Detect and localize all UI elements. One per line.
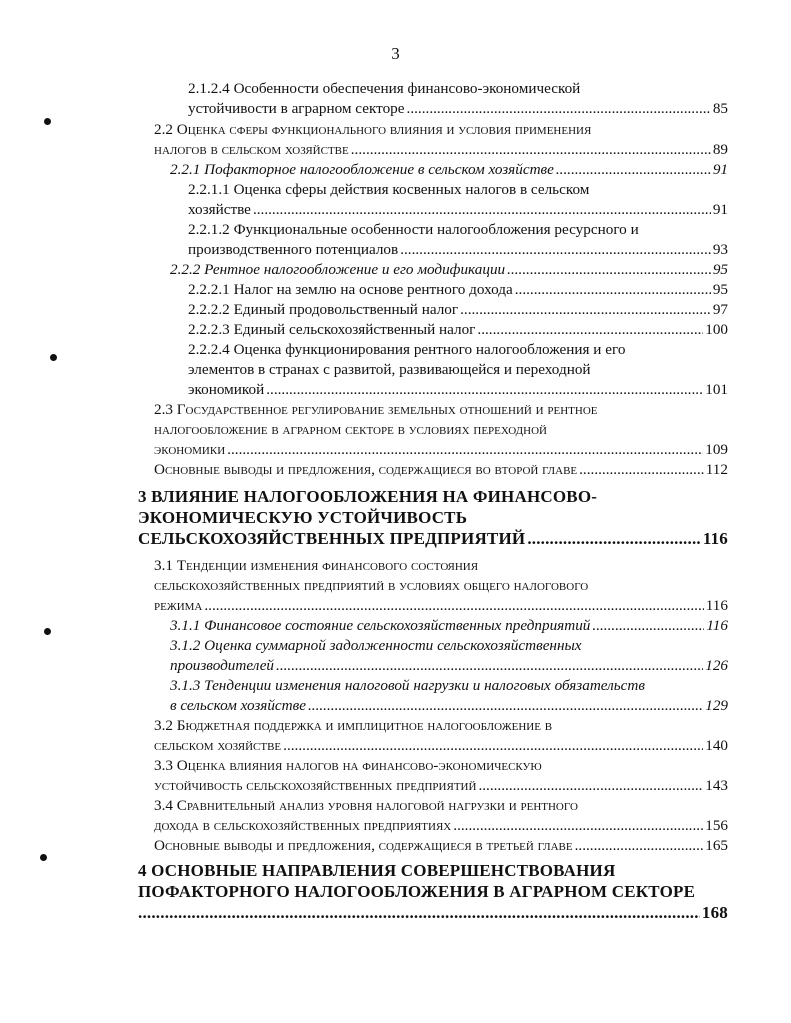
dot-leader [227, 440, 703, 459]
toc-chapter-3[interactable] [138, 528, 728, 549]
dot-leader [515, 280, 711, 299]
dot-leader [308, 696, 703, 715]
toc-entry-text: хозяйстве [188, 201, 251, 218]
toc-entry-text: дохода в сельскохозяйственных предприятиях [154, 817, 452, 834]
toc-page-number: 140 [705, 737, 728, 754]
toc-entry-2224-line2: элементов в странах с развитой, развивающейся и переходной [188, 361, 591, 378]
toc-section-31[interactable] [154, 596, 728, 615]
toc-page-number: 165 [705, 837, 728, 854]
toc-entry-text: 2.2.2.2 Единый продовольственный налог [188, 301, 459, 318]
dot-leader [478, 776, 703, 795]
toc-entry-text: 2.2.1 Пофакторное налогообложение в сельском хозяйстве [170, 161, 554, 178]
toc-page-number: 109 [705, 441, 728, 458]
toc-entry-text: экономики [154, 441, 226, 458]
toc-entry-2212[interactable] [188, 240, 728, 259]
toc-entry-2124[interactable] [188, 99, 728, 118]
toc-page-number: 85 [712, 100, 728, 117]
toc-section-33[interactable] [154, 776, 728, 795]
dot-leader [460, 300, 711, 319]
toc-subsection-311[interactable] [170, 616, 728, 635]
toc-section-23[interactable] [154, 440, 728, 459]
toc-page-number: 91 [712, 161, 728, 178]
dot-leader [283, 736, 703, 755]
toc-page-number: 116 [702, 529, 728, 548]
toc-page-number: 89 [712, 141, 728, 158]
toc-page-number: 91 [712, 201, 728, 218]
toc-chapter-4[interactable] [138, 902, 728, 923]
toc-section-22-line1: 2.2 Оценка сферы функционального влияния и условия применения [154, 121, 592, 138]
toc-page-number: 93 [712, 241, 728, 258]
toc-entry-text: производителей [170, 657, 275, 674]
toc-section-22[interactable] [154, 140, 728, 159]
dot-leader [527, 528, 701, 549]
toc-page-number: 112 [705, 461, 728, 478]
dot-leader [204, 596, 703, 615]
toc-subsection-312-line1: 3.1.2 Оценка суммарной задолженности сельскохозяйственных [170, 637, 582, 654]
toc-subsection-222[interactable] [170, 260, 728, 279]
toc-entry-text: 3.1.1 Финансовое состояние сельскохозяйственных предприятий [170, 617, 591, 634]
toc-page-number: 168 [701, 903, 728, 922]
toc-subsection-221[interactable] [170, 160, 728, 179]
binding-hole-mark [50, 354, 57, 361]
toc-entry-text: производственного потенциалов [188, 241, 399, 258]
toc-entry-2212-line1: 2.2.1.2 Функциональные особенности налогообложения ресурсного и [188, 221, 639, 238]
toc-entry-2221[interactable] [188, 280, 728, 299]
toc-entry-2224[interactable] [188, 380, 728, 399]
dot-leader [276, 656, 703, 675]
toc-page-number: 100 [705, 321, 728, 338]
binding-hole-mark [44, 628, 51, 635]
toc-chapter-3-line2: ЭКОНОМИЧЕСКУЮ УСТОЙЧИВОСТЬ [138, 508, 468, 527]
toc-entry-text: 2.2.2.1 Налог на землю на основе рентного дохода [188, 281, 513, 298]
toc-section-23-line1: 2.3 Государственное регулирование земельных отношений и рентное [154, 401, 598, 418]
toc-entry-text: налогов в сельском хозяйстве [154, 141, 349, 158]
toc-subsection-313-line1: 3.1.3 Тенденции изменения налоговой нагрузки и налоговых обязательств [170, 677, 645, 694]
toc-entry-text: режима [154, 597, 203, 614]
toc-entry-text: Основные выводы и предложения, содержащиеся во второй главе [154, 461, 578, 478]
toc-chapter-4-line1: 4 ОСНОВНЫЕ НАПРАВЛЕНИЯ СОВЕРШЕНСТВОВАНИЯ [138, 861, 616, 880]
toc-section-34-line1: 3.4 Сравнительный анализ уровня налоговой нагрузки и рентного [154, 797, 578, 814]
toc-entry-text: устойчивости в аграрном секторе [188, 100, 405, 117]
toc-entry-2222[interactable] [188, 300, 728, 319]
toc-entry-text: сельском хозяйстве [154, 737, 282, 754]
toc-entry-2211[interactable] [188, 200, 728, 219]
toc-entry-2211-line1: 2.2.1.1 Оценка сферы действия косвенных налогов в сельском [188, 181, 590, 198]
dot-leader [477, 320, 703, 339]
binding-hole-mark [44, 118, 51, 125]
dot-leader [138, 902, 700, 923]
toc-section-33-line1: 3.3 Оценка влияния налогов на финансово-экономическую [154, 757, 542, 774]
toc-entry-text: экономикой [188, 381, 265, 398]
toc-section-31-line1: 3.1 Тенденции изменения финансового состояния [154, 557, 479, 574]
binding-hole-mark [40, 854, 47, 861]
toc-entry-text: СЕЛЬСКОХОЗЯЙСТВЕННЫХ ПРЕДПРИЯТИЙ [138, 529, 526, 548]
toc-chapter-3-line1: 3 ВЛИЯНИЕ НАЛОГООБЛОЖЕНИЯ НА ФИНАНСОВО- [138, 487, 598, 506]
toc-page-number: 101 [705, 381, 728, 398]
dot-leader [556, 160, 711, 179]
toc-section-34[interactable] [154, 816, 728, 835]
dot-leader [579, 460, 704, 479]
toc-page-number: 156 [705, 817, 728, 834]
toc-entry-2124-line1: 2.1.2.4 Особенности обеспечения финансово-экономической [188, 80, 581, 97]
toc-entry-text: в сельском хозяйстве [170, 697, 306, 714]
toc-entry-text: устойчивость сельскохозяйственных предприятий [154, 777, 477, 794]
dot-leader [266, 380, 703, 399]
toc-section-32-line1: 3.2 Бюджетная поддержка и имплицитное налогообложение в [154, 717, 553, 734]
toc-conclusions-chapter-3[interactable] [154, 836, 728, 855]
toc-page-number: 116 [705, 597, 728, 614]
toc-page-number: 95 [712, 261, 728, 278]
toc-entry-2223[interactable] [188, 320, 728, 339]
dot-leader [592, 616, 704, 635]
dot-leader [575, 836, 704, 855]
toc-entry-2224-line1: 2.2.2.4 Оценка функционирования рентного налогообложения и его [188, 341, 626, 358]
toc-conclusions-chapter-2[interactable] [154, 460, 728, 479]
toc-section-31-line2: сельскохозяйственных предприятий в условиях общего налогового [154, 577, 589, 594]
toc-page-number: 129 [705, 697, 728, 714]
toc-entry-text: Основные выводы и предложения, содержащиеся в третьей главе [154, 837, 573, 854]
toc-entry-text: 2.2.2 Рентное налогообложение и его модификации [170, 261, 506, 278]
toc-section-32[interactable] [154, 736, 728, 755]
toc-subsection-313[interactable] [170, 696, 728, 715]
toc-page-number: 95 [712, 281, 728, 298]
toc-page-number: 143 [705, 777, 728, 794]
toc-page-number: 126 [705, 657, 728, 674]
dot-leader [507, 260, 711, 279]
dot-leader [407, 99, 711, 118]
dot-leader [400, 240, 711, 259]
toc-section-23-line2: налогообложение в аграрном секторе в условиях переходной [154, 421, 547, 438]
toc-subsection-312[interactable] [170, 656, 728, 675]
dot-leader [351, 140, 711, 159]
toc-chapter-4-line2: ПОФАКТОРНОГО НАЛОГООБЛОЖЕНИЯ В АГРАРНОМ СЕКТОРЕ [138, 882, 696, 901]
toc-page-number: 116 [706, 617, 728, 634]
dot-leader [453, 816, 703, 835]
dot-leader [253, 200, 711, 219]
page-number: 3 [391, 44, 400, 63]
toc-entry-text: 2.2.2.3 Единый сельскохозяйственный налог [188, 321, 476, 338]
toc-page-number: 97 [712, 301, 728, 318]
